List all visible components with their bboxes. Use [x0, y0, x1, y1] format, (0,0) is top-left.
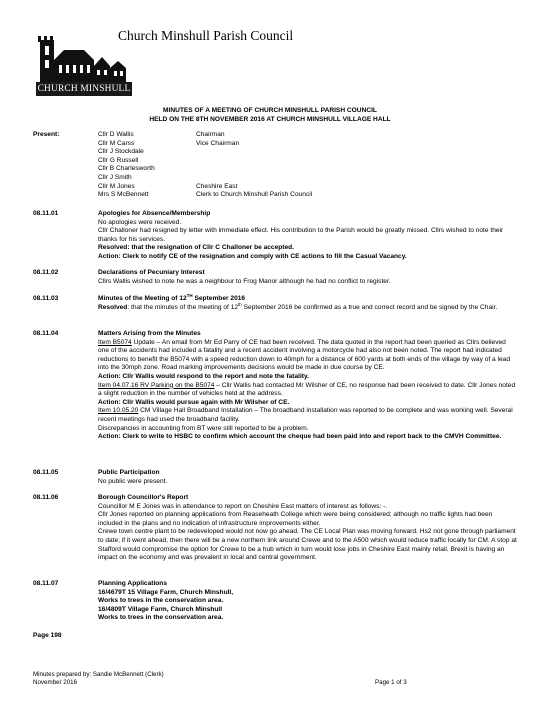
action-text: Action: Cllr Wallis would pursue again with Mr Wilsher of CE. — [98, 398, 290, 406]
attendee-role: Clerk to Church Minshull Parish Council — [196, 191, 313, 199]
planning-application: Works to trees in the conservation area. — [98, 597, 224, 605]
item-number: 08.11.07 — [33, 580, 59, 587]
footer-page-count: Page 1 of 3 — [375, 679, 407, 686]
item-borough-councillor-report — [98, 494, 518, 563]
item-heading: Minutes of the Meeting of 12TH September 2016 — [98, 292, 246, 302]
item-number: 08.11.04 — [33, 330, 59, 337]
item-text: No apologies were received. — [98, 218, 182, 226]
page-number-label: Page 198 — [33, 632, 62, 639]
resolution-text: Resolved: that the resignation of Cllr C Challoner be accepted. — [98, 244, 295, 252]
item-number: 08.11.01 — [33, 210, 59, 217]
item-text: Item B5074 Update – An email from Mr Ed Parry of CE had been received. The data quoted in the report had been queried as Cllrs believed one of the accidents had included a fatality and a recent accident involving a motorcycle had also not been noted. The report had indicated reductions to benefit the B5074 with a speed reduction down to 40mph for a distance of 600 yards at both ends of the village by way of a lead into the 30mph zone. Road marking improvements decisions would be made in due course by CE. — [98, 338, 511, 372]
attendee-name: Cllr M Jones — [98, 182, 135, 190]
attendee-name: Cllr J Stockdale — [98, 148, 144, 156]
attendee-name: Cllr D Wallis — [98, 131, 134, 138]
item-reference: Item B5074 — [98, 338, 132, 346]
item-number: 08.11.05 — [33, 469, 59, 476]
item-heading: Apologies for Absence/Membership — [98, 210, 211, 217]
planning-application: 16/4809T Village Farm, Church Minshull — [98, 605, 223, 613]
footer-author: Minutes prepared by: Sandie McBennett (Clerk) — [33, 671, 164, 678]
item-apologies — [98, 210, 518, 262]
action-text: Action: Clerk to write to HSBC to confirm which account the cheque had been paid into and report back to the CMVH Committee. — [98, 433, 502, 441]
attendee-role: Cheshire East — [196, 182, 238, 190]
planning-application: 16/4679T 15 Village Farm, Church Minshull, — [98, 588, 234, 596]
item-matters-arising — [98, 330, 518, 442]
item-text: No public were present. — [98, 477, 168, 485]
council-name: Church Minshull Parish Council — [118, 28, 294, 43]
item-number: 08.11.06 — [33, 494, 59, 501]
item-text: Cllrs Wallis wished to note he was a neighbour to Frog Manor although he had no conflict to register. — [98, 277, 391, 285]
attendee-name: Cllr M Carss — [98, 139, 135, 147]
document-title — [36, 106, 504, 124]
item-public-participation — [98, 469, 518, 486]
item-pecuniary-interest — [98, 269, 518, 286]
title-line-1: MINUTES OF A MEETING OF CHURCH MINSHULL PARISH COUNCIL — [163, 107, 377, 114]
item-reference: Item 04.07.16 RV Parking on the B5074 — [98, 381, 215, 389]
attendee-role: Vice Chairman — [196, 139, 240, 147]
attendee-name: Mrs S McBennett — [98, 191, 149, 199]
planning-application: Works to trees in the conservation area. — [98, 614, 224, 622]
attendee-name: Cllr B Charlesworth — [98, 165, 155, 173]
title-line-2: HELD ON THE 8TH NOVEMBER 2016 AT CHURCH MINSHULL VILLAGE HALL — [149, 116, 391, 123]
item-text: Item 10.05.20 CM Village Hall Broadband Installation – The broadband installation was reported to be complete and was working well. Several recent meetings had used the broadband facility. — [98, 407, 513, 423]
item-planning-applications — [98, 580, 518, 623]
item-heading: Planning Applications — [98, 580, 167, 587]
logo-wordmark: CHURCH MINSHULL — [37, 84, 131, 94]
item-text: Crewe town centre plant to be redeveloped would not now go ahead. The CE Local Plan was moving forward. Hs2 not gone through parliament to date; if it went ahead, then there will be a new northern link around Crewe and to the A500 which would reduce traffic locally for CM. A stop at Stafford would compromise the option for Crewe to be a hub which in turn would lose jobs in Cheshire East mainly retail. Brexit is having an impact on the economy and was prevalent in local and central government. — [98, 528, 517, 562]
attendee-name: Cllr G Russell — [98, 156, 139, 164]
attendee-name: Cllr J Smith — [98, 174, 132, 181]
action-text: Action: Clerk to notify CE of the resignation and comply with CE actions to fill the Casual Vacancy. — [98, 252, 407, 260]
item-heading: Matters Arising from the Minutes — [98, 330, 201, 337]
item-heading: Borough Councillor's Report — [98, 494, 189, 501]
item-reference: Item 10.05.20 — [98, 407, 139, 415]
footer-date: November 2016 — [33, 678, 78, 686]
footer-prepared-by — [33, 671, 164, 686]
item-heading: Declarations of Pecuniary Interest — [98, 269, 205, 276]
item-text: Cllr Jones reported on planning applications from Reaseheath College which were being considered; although no traffic lights had been included in the plans and no indication of infrastructure improvements either. — [98, 511, 493, 527]
present-label: Present: — [33, 131, 60, 138]
item-text: Discrepancies in accounting from BT were still reported to be a problem. — [98, 424, 309, 432]
item-number: 08.11.03 — [33, 295, 59, 302]
item-text: Cllr Challoner had resigned by letter with immediate effect. His contribution to the Parish would be greatly missed. Cllrs wished to note their thanks for his services. — [98, 227, 504, 243]
item-number: 08.11.02 — [33, 269, 59, 276]
attendee-role: Chairman — [196, 131, 225, 138]
item-previous-minutes — [98, 292, 518, 312]
action-text: Action: Cllr Wallis would respond to the report and note the fatality. — [98, 372, 310, 380]
item-text: Resolved: that the minutes of the meeting of 12th September 2016 be confirmed as a true and correct record and be signed by the Chair. — [98, 301, 498, 311]
item-text: Councillor M E Jones was in attendance to report on Cheshire East matters of interest as follows: -. — [98, 502, 388, 510]
item-heading: Public Participation — [98, 469, 160, 476]
item-text: Item 04.07.16 RV Parking on the B5074 – Cllr Wallis had contacted Mr Wilsher of CE, no response had been received to date. Cllr Jones noted a slight reduction in the number of vehicles held at the address. — [98, 381, 516, 398]
